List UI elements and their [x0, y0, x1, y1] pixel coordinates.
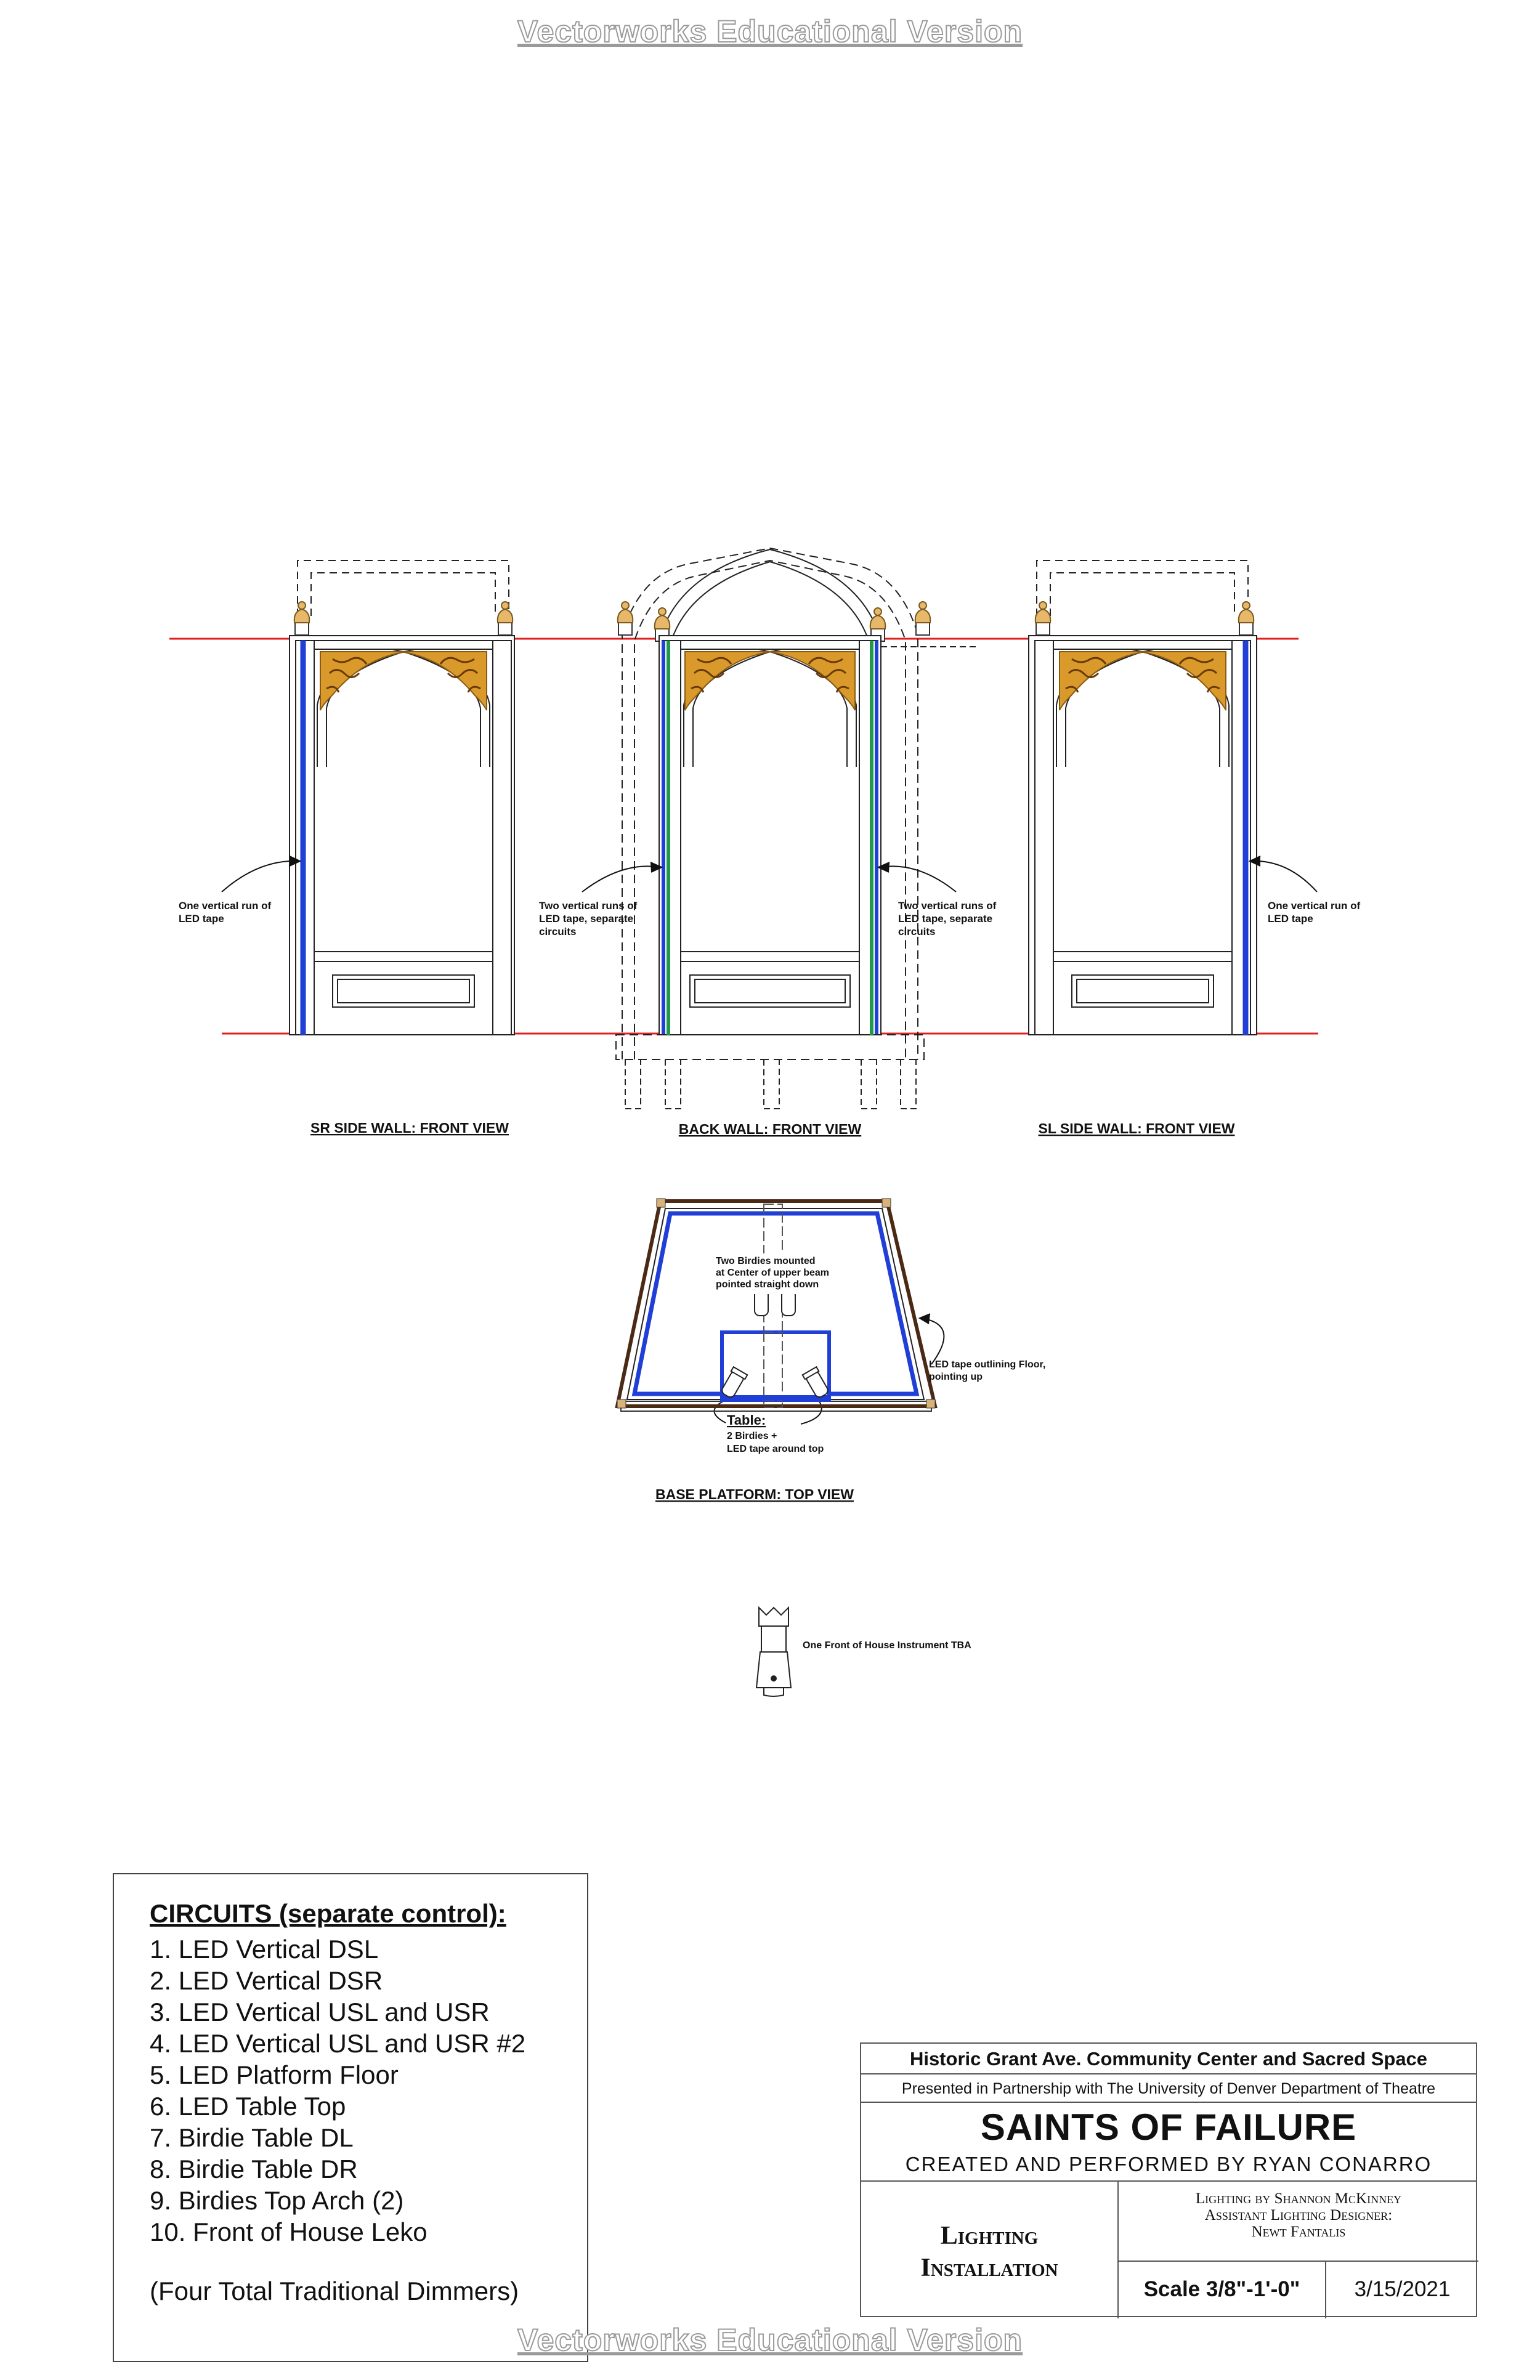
note-back-left-line1: Two vertical runs of: [539, 900, 638, 912]
circuit-item: 3. LED Vertical USL and USR: [150, 1997, 490, 2026]
credits: [1119, 2182, 1478, 2262]
note-sl-line1: One vertical run of: [1268, 900, 1361, 912]
note-back-left-line2: LED tape, separate: [539, 913, 634, 925]
circuit-item: 6. LED Table Top: [150, 2092, 346, 2121]
scale-label: Scale 3/8"-1'-0": [1119, 2262, 1326, 2318]
circuit-item: 8. Birdie Table DR: [150, 2155, 358, 2184]
title-block: [860, 2042, 1477, 2317]
show-subtitle: CREATED AND PERFORMED BY RYAN CONARRO: [861, 2151, 1476, 2182]
view-title-sr: SR SIDE WALL: FRONT VIEW: [310, 1120, 509, 1136]
circuit-item: 4. LED Vertical USL and USR #2: [150, 2029, 526, 2058]
note-table-line1: 2 Birdies +: [727, 1431, 777, 1441]
date-label: 3/15/2021: [1354, 2277, 1451, 2301]
sl-side-wall: [1029, 561, 1257, 1035]
venue-name: Historic Grant Ave. Community Center and Sacred Space: [861, 2044, 1476, 2074]
note-back-right-line2: LED tape, separate: [898, 913, 993, 925]
note-table-title: Table:: [727, 1412, 766, 1428]
note-birdies-line3: pointed straight down: [716, 1279, 819, 1290]
credit-assistant-label: Assistant Lighting Designer:: [1204, 2207, 1393, 2224]
foh-instrument: [756, 1608, 791, 1696]
view-title-base: BASE PLATFORM: TOP VIEW: [655, 1486, 854, 1502]
note-foh: One Front of House Instrument TBA: [803, 1640, 971, 1651]
watermark-bottom: Vectorworks Educational Version: [517, 2323, 1023, 2357]
note-sr-line1: One vertical run of: [179, 900, 272, 912]
note-floor-line2: pointing up: [929, 1372, 983, 1382]
credit-designer: Lighting by Shannon McKinney: [1195, 2190, 1402, 2207]
back-wall: [616, 548, 979, 1109]
view-title-back: BACK WALL: FRONT VIEW: [678, 1121, 862, 1137]
sr-side-wall: [290, 561, 514, 1035]
circuit-item: 1. LED Vertical DSL: [150, 1935, 379, 1964]
note-floor-line1: LED tape outlining Floor,: [929, 1359, 1046, 1370]
note-sr-line2: LED tape: [179, 913, 224, 925]
circuits-list: [150, 1933, 587, 2248]
note-birdies-line2: at Center of upper beam: [716, 1268, 830, 1278]
sheet-title: [861, 2182, 1119, 2318]
credit-assistant-name: Newt Fantalis: [1251, 2224, 1346, 2240]
sheet-title-line1: Lighting: [940, 2222, 1039, 2250]
note-back-left-line3: circuits: [539, 926, 577, 937]
sheet-title-line2: Installation: [920, 2254, 1058, 2282]
watermark-top: Vectorworks Educational Version: [517, 14, 1023, 49]
circuits-heading: CIRCUITS (separate control):: [150, 1899, 506, 1928]
note-back-right-line3: circuits: [898, 926, 936, 937]
circuits-note: (Four Total Traditional Dimmers): [150, 2277, 519, 2305]
circuit-item: 10. Front of House Leko: [150, 2217, 428, 2246]
partner-line: Presented in Partnership with The University of Denver Department of Theatre: [861, 2074, 1476, 2103]
show-title: SAINTS OF FAILURE: [980, 2107, 1357, 2148]
note-back-right-line1: Two vertical runs of: [898, 900, 997, 912]
note-birdies-line1: Two Birdies mounted: [716, 1256, 816, 1266]
note-sl-line2: LED tape: [1268, 913, 1313, 925]
circuit-item: 7. Birdie Table DL: [150, 2123, 354, 2152]
circuit-item: 2. LED Vertical DSR: [150, 1966, 383, 1995]
note-table-line2: LED tape around top: [727, 1444, 824, 1454]
circuit-item: 9. Birdies Top Arch (2): [150, 2186, 404, 2215]
base-platform: [617, 1199, 935, 1411]
view-title-sl: SL SIDE WALL: FRONT VIEW: [1038, 1120, 1235, 1136]
circuit-item: 5. LED Platform Floor: [150, 2060, 399, 2089]
circuits-legend: [113, 1873, 588, 2362]
